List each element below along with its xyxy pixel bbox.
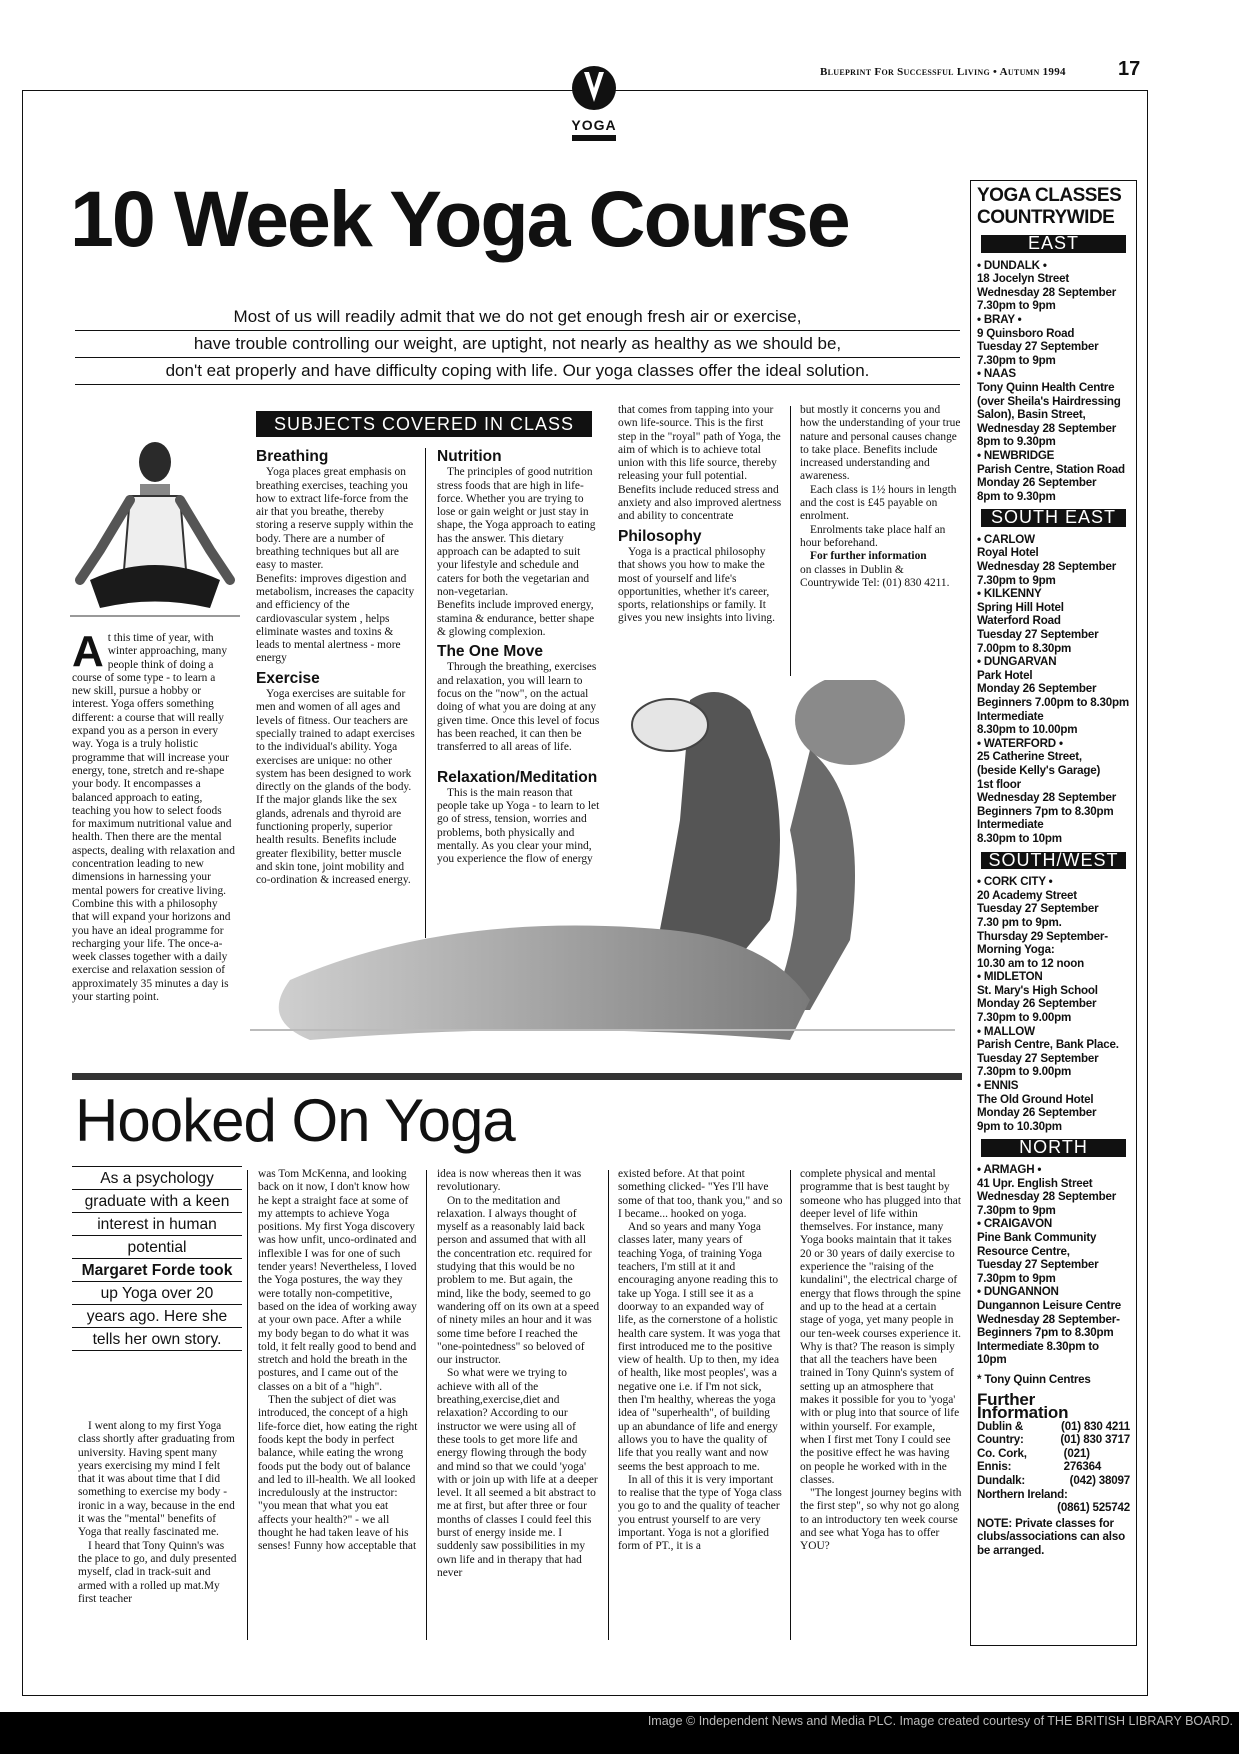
class-detail: St. Mary's High School (977, 983, 1098, 997)
column-rule (247, 1170, 248, 1640)
relax-text: This is the main reason that people take up Yoga - to learn to let go of stress, tension, worries and problems, both physically and mentally. As you clear your mind, you experience the flow of energy (437, 786, 600, 866)
class-detail: Wednesday 28 September (977, 285, 1117, 299)
standfirst-line: graduate with a keen (72, 1190, 242, 1213)
column-rule (608, 1170, 609, 1640)
class-detail: Thursday 29 September- (977, 929, 1108, 943)
nutrition-heading: Nutrition (437, 448, 502, 465)
intro-line: have trouble controlling our weight, are uptight, not nearly as healthy as we should be, (75, 331, 960, 358)
contact-phone: (01) 830 4211 (1061, 1419, 1130, 1433)
class-detail: 7.30pm to 9.00pm (977, 1065, 1072, 1079)
class-entry (977, 737, 1130, 846)
contact-row (977, 1474, 1130, 1488)
class-detail: 10.30 am to 12 noon (977, 956, 1085, 970)
contact-place: Northern Ireland: (977, 1487, 1068, 1501)
class-entry (977, 1025, 1130, 1079)
class-entry (977, 655, 1130, 737)
standfirst-line: tells her own story. (72, 1328, 242, 1351)
class-detail: Beginners 7.00pm to 8.30pm (977, 696, 1130, 709)
class-detail: Monday 26 September (977, 997, 1097, 1011)
class-town: • CRAIGAVON (977, 1217, 1053, 1231)
sidebar-note: NOTE: Private classes for clubs/associations can also be arranged. (977, 1516, 1125, 1558)
class-town: • NAAS (977, 367, 1016, 381)
region-header: EAST (981, 235, 1126, 253)
meditating-figure-photo (70, 430, 240, 620)
column-rule (425, 448, 426, 938)
nutrition-text: The principles of good nutrition stress foods that are high in life-force. Whether you are trying to lose or gain weight or just stay in shape, the Yoga approach to eating has the answer. This dietary approach can be adapted to suit your lifestyle and schedule and caters for both the vegetarian and non-vegetarian. (437, 466, 596, 598)
class-detail: Parish Centre, Station Road (977, 462, 1125, 476)
class-detail: Wednesday 28 September (977, 560, 1117, 574)
class-detail: Wednesday 28 September (977, 1190, 1117, 1204)
sidebar-title-line: COUNTRYWIDE (977, 207, 1115, 228)
intro-line: don't eat properly and have difficulty coping with life. Our yoga classes offer the ideal solution. (75, 358, 960, 385)
paragraph: "The longest journey begins with the first step", so why not go along to an introductory ten week course and see what Yoga has to offer YOU? (800, 1487, 962, 1553)
yoga-logo (566, 64, 622, 142)
masthead: Blueprint For Successful Living • Autumn 1994 (820, 66, 1066, 78)
class-entry (977, 587, 1130, 655)
class-detail: Pine Bank Community (977, 1230, 1097, 1244)
standfirst-line: potential (72, 1236, 242, 1259)
class-detail: (over Sheila's Hairdressing (977, 394, 1121, 408)
class-detail: Royal Hotel (977, 546, 1039, 560)
class-detail: Park Hotel (977, 668, 1033, 682)
philosophy-heading: Philosophy (618, 527, 702, 545)
contact-phone: (0861) 525742 (1057, 1501, 1130, 1515)
article2-column-1 (78, 1420, 238, 1606)
class-entry (977, 367, 1130, 449)
paragraph: idea is now whereas then it was revolutionary. (437, 1168, 582, 1194)
credit-text: Image © Independent News and Media PLC. Image created courtesy of THE BRITISH LIBRARY BOARD. (647, 1714, 1233, 1728)
class-entry (977, 970, 1130, 1024)
class-detail: Monday 26 September (977, 682, 1097, 696)
column-rule (790, 406, 791, 676)
class-town: • MIDLETON (977, 970, 1043, 984)
contact-phone: (01) 830 3717 (1060, 1433, 1130, 1447)
class-entry (977, 1079, 1130, 1133)
class-detail: Wednesday 28 September- (977, 1312, 1120, 1326)
philosophy-text: Yoga is a practical philosophy that shows you how to make the most of yourself and life's opportunities, whether it's career, sports, relationships or family. It gives you new insights into living. (618, 545, 775, 625)
class-detail: Beginners 7pm to 8.30pm (977, 804, 1114, 818)
standfirst-line: Margaret Forde took (72, 1259, 242, 1282)
region-header: SOUTH EAST (981, 509, 1126, 527)
onemove-text: Through the breathing, exercises and relaxation, you will learn to focus on the "now", on the actual doing of what you are doing at any given time. Once this level of focus has been reached, it can then be transferred to all areas of life. (437, 661, 600, 754)
contact-place: Dublin & (977, 1419, 1024, 1433)
standfirst (72, 1166, 242, 1351)
onemove-heading: The One Move (437, 643, 543, 661)
subjects-column-3 (618, 404, 783, 626)
contact-row (977, 1433, 1130, 1447)
paragraph: I went along to my first Yoga class shortly after graduating from university. Having spent many years exercising my mind I felt that it was about time that I did something to exercise my body - ironic in a way, because in the end it was the "mental" benefits of Yoga that really fascinated me. (78, 1420, 235, 1539)
relax-heading: Relaxation/Meditation (437, 768, 598, 786)
article2-column-4 (618, 1168, 783, 1554)
class-detail: Intermediate 8.30pm to 10pm (977, 1339, 1099, 1367)
class-detail: 25 Catherine Street, (977, 750, 1082, 764)
class-town: • BRAY • (977, 312, 1022, 326)
contact-phone: (042) 38097 (1069, 1474, 1130, 1488)
info-text: on classes in Dublin & Countrywide Tel: (01) 830 4211. (800, 563, 950, 589)
standfirst-line: years ago. Here she (72, 1305, 242, 1328)
class-detail: 1st floor (977, 777, 1021, 791)
contacts-list (977, 1420, 1130, 1515)
class-town: • CARLOW (977, 532, 1035, 546)
class-detail: Tuesday 27 September (977, 902, 1099, 916)
drop-cap: A (72, 627, 104, 676)
class-detail: 20 Academy Street (977, 888, 1077, 902)
class-detail: 7.30 pm to 9pm. (977, 915, 1062, 929)
subjects-column-2 (437, 450, 600, 867)
enrol-text: Enrolments take place half an hour beforehand. (800, 523, 946, 549)
lead-column (72, 627, 237, 1004)
contact-row (977, 1488, 1130, 1502)
class-detail: Tony Quinn Health Centre (977, 380, 1115, 394)
intro-line: Most of us will readily admit that we do not get enough fresh air or exercise, (75, 305, 960, 331)
further-heading: Further Information (977, 1389, 1069, 1423)
class-town: • DUNGANNON (977, 1285, 1059, 1299)
article2-column-2 (258, 1168, 418, 1554)
sidebar-title (977, 185, 1130, 229)
article2-column-3 (437, 1168, 600, 1580)
class-town: • NEWBRIDGE (977, 448, 1055, 462)
class-detail: Tuesday 27 September (977, 1051, 1099, 1065)
class-detail: Intermediate (977, 818, 1044, 832)
paragraph: On to the meditation and relaxation. I always thought of myself as a reasonably laid back person and assumed that with all the concentration etc. required for studying that this would be no problem to me. But again, the mind, like the body, seemed to go wandering off on its own at a speed of ninety miles an hour and it was some time before I reached the "one-pointedness" so beloved of our instructor. (437, 1194, 600, 1367)
class-town: • WATERFORD • (977, 736, 1063, 750)
column-rule (790, 1170, 791, 1640)
class-town: • CORK CITY • (977, 875, 1053, 889)
class-detail: 9pm to 10.30pm (977, 1119, 1062, 1133)
standfirst-line: As a psychology (72, 1166, 242, 1190)
breathing-heading: Breathing (256, 448, 329, 465)
class-detail: Tuesday 27 September (977, 628, 1099, 642)
class-detail: 7.30pm to 9pm (977, 353, 1056, 367)
class-town: • ARMAGH • (977, 1163, 1042, 1176)
class-entry (977, 1163, 1130, 1217)
yoga-logo-icon (566, 64, 622, 114)
class-detail: 7.30pm to 9pm (977, 299, 1056, 313)
paragraph: I heard that Tony Quinn's was the place to go, and duly presented myself, clad in track-suit and armed with a rolled up mat.My first teacher (78, 1539, 237, 1605)
contact-place: Country: (977, 1433, 1024, 1447)
class-town: • ENNIS (977, 1079, 1019, 1093)
class-detail: Intermediate (977, 709, 1044, 723)
logo-underline (572, 135, 616, 141)
class-entry (977, 1285, 1130, 1367)
class-town: • DUNGARVAN (977, 655, 1057, 669)
class-detail: Morning Yoga: (977, 943, 1055, 957)
contact-place: Co. Cork, Ennis: (977, 1446, 1027, 1474)
class-entry (977, 1217, 1130, 1285)
paragraph: In all of this it is very important to realise that the type of Yoga class you go to and the quality of teacher you entrust yourself to are very important. Yoga is not a glorified form of PT., it is a (618, 1473, 782, 1553)
class-entry (977, 875, 1130, 970)
sidebar-footnote: * Tony Quinn Centres (977, 1372, 1091, 1386)
class-detail: Monday 26 September (977, 1106, 1097, 1120)
classes-sidebar (970, 180, 1137, 1646)
article-intro (75, 305, 960, 385)
contact-row (977, 1501, 1130, 1515)
contact-row (977, 1447, 1130, 1474)
class-entry (977, 313, 1130, 367)
class-town: • MALLOW (977, 1024, 1035, 1038)
col4-text: that comes from tapping into your own life-source. This is the first step in the "royal" path of Yoga, the aim of which is to achieve total union with this life source, thereby releasing your full potential. Benefits include reduced stress and anxiety and also improved alertness and ability to concentrate (618, 404, 782, 523)
class-detail: 9 Quinsboro Road (977, 326, 1075, 340)
subjects-column-1 (256, 450, 418, 888)
class-detail: 7.30pm to 9pm (977, 1271, 1056, 1285)
class-detail: Wednesday 28 September (977, 421, 1117, 435)
duration-text: Each class is 1½ hours in length and the cost is £45 payable on enrolment. (800, 483, 957, 523)
standfirst-line: up Yoga over 20 (72, 1282, 242, 1305)
class-entry (977, 533, 1130, 587)
class-detail: 8.30pm to 10.00pm (977, 723, 1078, 737)
region-header: NORTH (981, 1139, 1126, 1157)
class-detail: 8.30pm to 10pm (977, 831, 1062, 845)
nutrition-benefits: Benefits include improved energy, stamina & endurance, better shape & glowing complexion. (437, 599, 595, 638)
sidebar-title-line: YOGA CLASSES (977, 185, 1122, 206)
class-town: • DUNDALK • (977, 258, 1047, 272)
contact-phone: (021) 276364 (1063, 1446, 1102, 1474)
logo-label: YOGA (571, 117, 617, 133)
class-detail: 8pm to 9.30pm (977, 435, 1056, 449)
info-heading: For further information (810, 550, 927, 563)
sidebar-regions (977, 235, 1130, 1367)
class-detail: 7.00pm to 8.30pm (977, 641, 1072, 655)
paragraph: And so years and many Yoga classes later, many years of teaching Yoga, of training Yoga teachers, I'm still at it and encouraging anyone reading this to take up Yoga. I still see it as a doorway to an expanded way of life, as the cornerstone of a holistic health care system. It was yoga that first introduced me to the positive view of health. Up to then, my idea of health, like most peoples', was a negative one i.e. if I'm not sick, then I'm healthy, whereas the yoga idea of "superhealth", of building up an abundance of life and energy allows you to have the quality of life that you really want and now seems the best approach to me. (618, 1221, 781, 1473)
class-detail: Wednesday 28 September (977, 791, 1117, 805)
contact-place: Dundalk: (977, 1474, 1025, 1488)
section-divider (72, 1073, 962, 1080)
subjects-column-4 (800, 404, 962, 590)
paragraph: So what were we trying to achieve with all of the breathing,exercise,diet and relaxation? According to our instructor we were using all of these tools to get more life and energy flowing through the body and mind so that we could 'yoga' with or join up with life at a deeper level. It all seemed a bit abstract to me at first, but after three or four months of classes I could feel this burst of energy inside me. I suddenly saw possibilities in my own life and in therapy that had never (437, 1367, 598, 1579)
paragraph: Then the subject of diet was introduced, the concept of a high life-force diet, how eating the right foods kept the body in perfect balance, while eating the wrong foods put the body out of balance and led to ill-health. We all looked incredulously at the instructor: "you mean that what you eat affects your health?" - we all thought he had taken leave of his senses! Funny how acceptable that (258, 1394, 418, 1553)
column-rule (426, 1170, 427, 1640)
class-detail: Resource Centre, (977, 1244, 1070, 1258)
class-town: • KILKENNY (977, 587, 1042, 601)
paragraph: was Tom McKenna, and looking back on it now, I don't know how he kept a straight face at some of my attempts to achieve Yoga positions. My first Yoga discovery was how unfit, unco-ordinated and inflexible I was for one of such tender years! Nevertheless, I loved the Yoga postures, the way they were totally non-competitive, based on the idea of working away at your own pace. After a while my body began to do what it was told, it felt really good to bend and stretch and hold the breath in the postures, and I came out of the classes on a bit of a "high". (258, 1168, 417, 1393)
class-detail: Dungannon Leisure Centre (977, 1298, 1121, 1312)
class-entry (977, 259, 1130, 313)
standfirst-line: interest in human (72, 1213, 242, 1236)
class-detail: The Old Ground Hotel (977, 1092, 1094, 1106)
article2-title: Hooked On Yoga (75, 1087, 515, 1154)
page-number: 17 (1118, 58, 1141, 80)
region-header: SOUTH/WEST (981, 852, 1126, 870)
paragraph: complete physical and mental programme that is best taught by someone who has plugged into that deeper level of life within themselves. For instance, many Yoga books maintain that it takes 20 or 30 years of daily exercise to experience the "raising of the kundalini", the electrical charge of energy that flows through the spine and up to the head at a certain stage of yoga, yet many people in our ten-week courses experience it. Why is that? The reason is simply that all the teachers have been trained in Tony Quinn's system of setting up an atmosphere that makes it possible for you to 'yoga' with or plug into that source of life within yourself. For example, when I first met Tony I could see the positive effect he was having on people he worked with in the classes. (800, 1168, 962, 1486)
class-detail: Tuesday 27 September (977, 1258, 1099, 1272)
subjects-banner: SUBJECTS COVERED IN CLASS (256, 411, 592, 437)
paragraph: existed before. At that point something clicked- "Yes I'll have some of that too, thank you," and so I became... hooked on yoga. (618, 1168, 783, 1220)
class-detail: Beginners 7pm to 8.30pm (977, 1326, 1114, 1340)
class-detail: Salon), Basin Street, (977, 408, 1086, 422)
exercise-heading: Exercise (256, 669, 320, 687)
breathing-text: Yoga places great emphasis on breathing exercises, teaching you how to extract life-force from the air that you breathe, thereby storing a reserve supply within the body. There are a number of breathing techniques but all are easy to master. (256, 466, 414, 572)
col5-text: but mostly it concerns you and how the understanding of your true nature and personal causes change to take place. Benefits include increased understanding and awareness. (800, 404, 961, 483)
class-detail: 7.30pm to 9.00pm (977, 1011, 1072, 1025)
class-detail: 7.30pm to 9pm (977, 573, 1056, 587)
class-detail: Monday 26 September (977, 476, 1097, 490)
lead-text: t this time of year, with winter approaching, many people think of doing a course of some type - to learn a new skill, pursue a hobby or interest. Yoga offers something different: a course that will really expand you as a person in every way. Yoga is a truly holistic programme that will increase your energy, tone, stretch and re-shape your body. It encompasses a balanced approach to eating, teaching you how to select foods for maximum nutritional value and health. Then there are the mental aspects, dealing with relaxation and concentration leading to new dimensions in harnessing your mental powers for creative living. Combine this with a philosophy that will expand your horizons and you have an ideal programme for recharging your life. The once-a-week classes together with a daily exercise and relaxation session of approximately 35 minutes a day is your starting point. (72, 632, 235, 1004)
class-entry (977, 449, 1130, 503)
class-detail: 41 Upr. English Street (977, 1176, 1093, 1190)
class-detail: Spring Hill Hotel (977, 600, 1064, 614)
breathing-benefits: Benefits: improves digestion and metabolism, increases the capacity and efficiency of the cardiovascular system , helps eliminate wastes and toxins & leads to mental alertness - more energy (256, 572, 415, 665)
class-detail: 18 Jocelyn Street (977, 272, 1069, 286)
class-detail: 7.30pm to 9pm (977, 1203, 1056, 1217)
class-detail: Parish Centre, Bank Place. (977, 1038, 1119, 1052)
exercise-text: Yoga exercises are suitable for men and women of all ages and levels of fitness. Our teachers are specially trained to adapt exercises to the individual's ability. Yoga exercises are unique: no other system has been designed to work directly on the glands of the body. If the major glands like the sex glands, adrenals and thyroid are functioning properly, superior health results. Benefits include greater flexibility, better muscle and skin tone, joint mobility and co-ordination & increased energy. (256, 688, 415, 887)
class-detail: Waterford Road (977, 614, 1061, 628)
article-title: 10 Week Yoga Course (70, 174, 849, 263)
article2-column-5 (800, 1168, 962, 1554)
class-detail: 8pm to 9.30pm (977, 489, 1056, 503)
class-detail: (beside Kelly's Garage) (977, 763, 1101, 777)
class-detail: Tuesday 27 September (977, 340, 1099, 354)
